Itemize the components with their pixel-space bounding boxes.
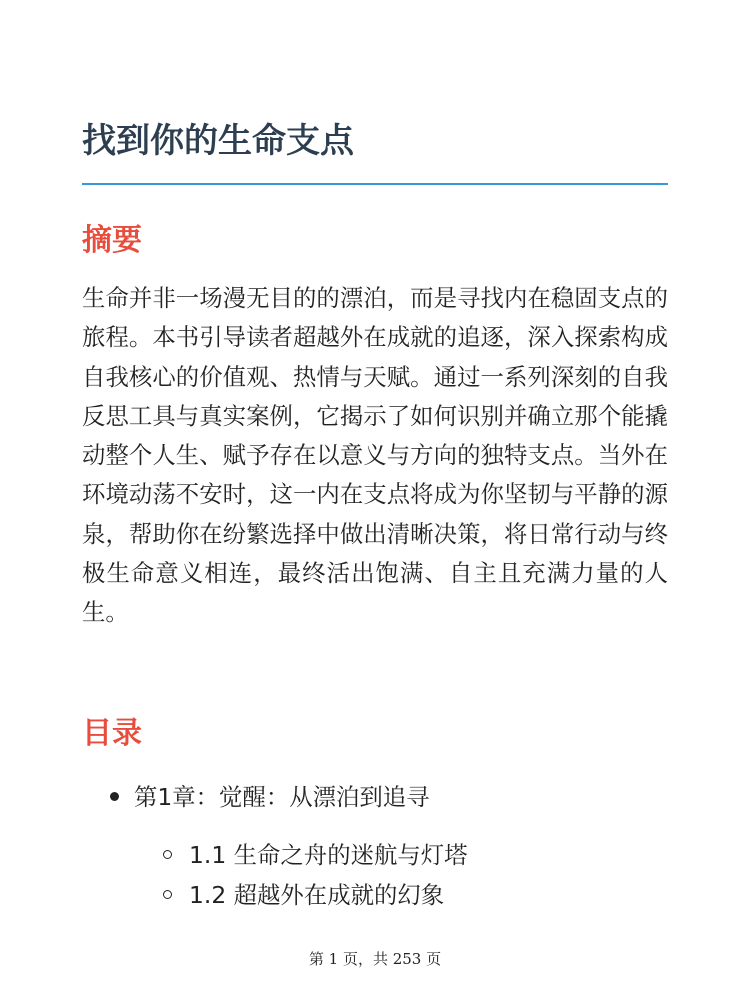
bullet-circle-icon — [163, 890, 172, 899]
toc-section-label: 1.1 生命之舟的迷航与灯塔 — [189, 841, 468, 869]
toc-chapter-item — [82, 778, 668, 915]
toc-chapter-label: 第1章：觉醒：从漂泊到追寻 — [134, 783, 430, 811]
toc-section-label: 1.2 超越外在成就的幻象 — [189, 881, 445, 909]
bullet-circle-icon — [163, 850, 172, 859]
toc-section-list — [134, 835, 668, 915]
abstract-body: 生命并非一场漫无目的的漂泊，而是寻找内在稳固支点的旅程。本书引导读者超越外在成就的追逐，深入探索构成自我核心的价值观、热情与天赋。通过一系列深刻的自我反思工具与真实案例，它揭示了如何识别并确立那个能撬动整个人生、赋予存在以意义与方向的独特支点。当外在环境动荡不安时，这一内在支点将成为你坚韧与平静的源泉，帮助你在纷繁选择中做出清晰决策，将日常行动与终极生命意义相连，最终活出饱满、自主且充满力量的人生。 — [82, 284, 668, 627]
toc-section-item — [134, 835, 668, 875]
abstract-heading: 摘要 — [82, 223, 142, 258]
title-divider — [82, 183, 668, 185]
page-number-footer: 第 1 页，共 253 页 — [308, 950, 442, 968]
toc-heading: 目录 — [82, 716, 142, 751]
toc-list — [82, 778, 668, 915]
toc-section-item — [134, 875, 668, 915]
bullet-disc-icon — [110, 792, 119, 801]
page-title: 找到你的生命支点 — [82, 121, 354, 161]
